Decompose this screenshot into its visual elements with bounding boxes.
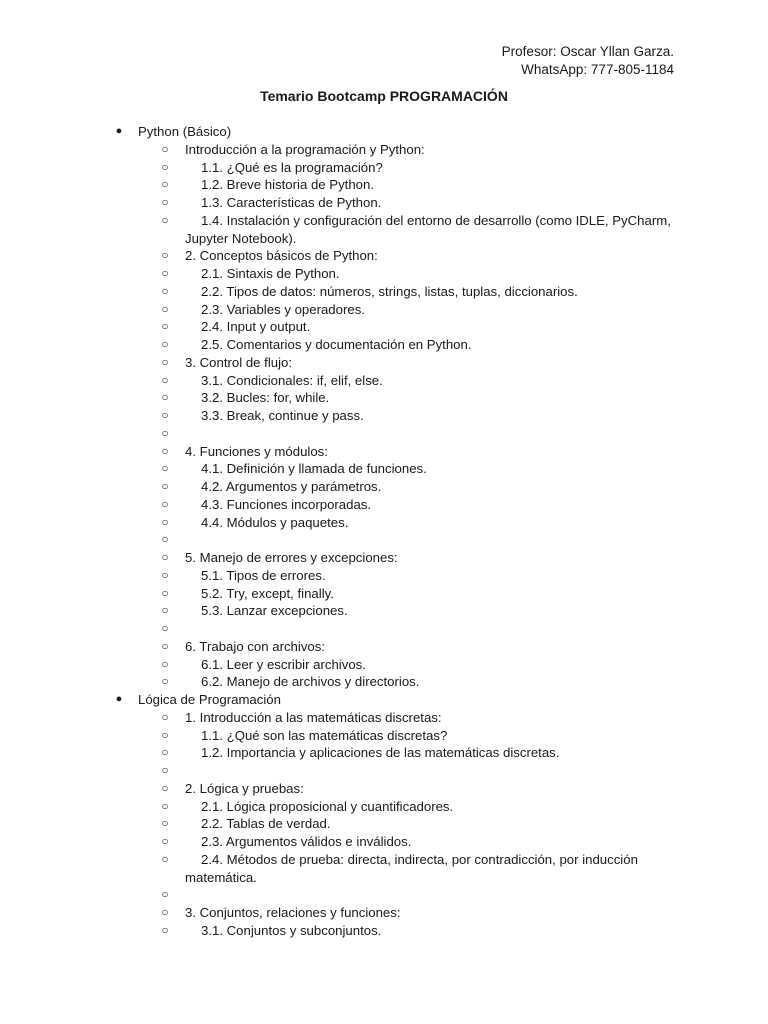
outline-item: [0, 727, 768, 745]
hollow-bullet-icon: ○: [161, 301, 169, 316]
outline-item-text: 2.3. Argumentos válidos e inválidos.: [201, 834, 412, 849]
outline-item: [0, 176, 768, 194]
outline-item: [0, 301, 768, 319]
outline-item: [0, 372, 768, 390]
hollow-bullet-icon: ○: [161, 550, 169, 564]
document-title: Temario Bootcamp PROGRAMACIÓN: [260, 88, 508, 104]
section-item: [0, 123, 768, 141]
outline-item: [0, 922, 768, 940]
outline-item-text: 4.2. Argumentos y parámetros.: [201, 479, 382, 494]
outline-item: [0, 425, 768, 443]
outline-item-text: 1.4. Instalación y configuración del entorno de desarrollo (como IDLE, PyCharm, Jupyter Notebook).: [185, 212, 671, 246]
hollow-bullet-icon: ○: [161, 266, 169, 280]
hollow-bullet-icon: ○: [161, 408, 169, 422]
outline-item-text: 5.2. Try, except, finally.: [201, 585, 334, 601]
hollow-bullet-icon: ○: [161, 354, 169, 369]
hollow-bullet-icon: ○: [161, 177, 169, 192]
outline-item: [0, 620, 768, 638]
outline-item-text: 3.1. Condicionales: if, elif, else.: [201, 372, 383, 388]
outline-item-text: 3. Conjuntos, relaciones y funciones:: [185, 905, 401, 920]
syllabus-outline: [0, 123, 768, 940]
outline-item: [0, 496, 768, 514]
outline-item-text: 3. Control de flujo:: [185, 354, 293, 370]
hollow-bullet-icon: ○: [161, 798, 169, 813]
outline-item-text: 1.1. ¿Qué son las matemáticas discretas?: [201, 727, 448, 743]
outline-item-text: [0, 531, 768, 549]
hollow-bullet-icon: ○: [161, 248, 169, 263]
outline-item: [0, 318, 768, 336]
outline-item: [0, 283, 768, 301]
hollow-bullet-icon: ○: [161, 763, 169, 777]
outline-item-text: 2.1. Sintaxis de Python.: [201, 266, 340, 281]
outline-item: [0, 709, 768, 727]
hollow-bullet-icon: ○: [161, 851, 169, 866]
outline-item-text: 4.3. Funciones incorporadas.: [201, 496, 372, 512]
hollow-bullet-icon: ○: [161, 195, 169, 209]
outline-item: [0, 567, 768, 585]
outline-item: [0, 443, 768, 461]
outline-item-text: 2.3. Variables y operadores.: [201, 301, 365, 317]
outline-item-text: 5.3. Lanzar excepciones.: [201, 603, 348, 619]
hollow-bullet-icon: ○: [161, 656, 169, 671]
outline-item-text: 4.1. Definición y llamada de funciones.: [201, 461, 427, 477]
outline-item: [0, 514, 768, 532]
outline-item-text: [0, 620, 768, 638]
outline-item: [0, 585, 768, 603]
outline-item: [0, 460, 768, 478]
outline-item: [0, 851, 768, 887]
hollow-bullet-icon: ○: [161, 159, 169, 174]
hollow-bullet-icon: ○: [161, 780, 169, 795]
hollow-bullet-icon: ○: [161, 425, 169, 440]
outline-item: [0, 762, 768, 780]
outline-item: [0, 638, 768, 656]
hollow-bullet-icon: ○: [161, 887, 169, 902]
outline-item-text: 5. Manejo de errores y excepciones:: [185, 550, 398, 565]
outline-item-text: 1.2. Importancia y aplicaciones de las matemáticas discretas.: [201, 745, 560, 761]
hollow-bullet-icon: ○: [161, 727, 169, 742]
outline-item-text: [0, 762, 768, 780]
filled-bullet-icon: ●: [115, 693, 123, 705]
section-item: [0, 691, 768, 709]
outline-item: [0, 354, 768, 372]
hollow-bullet-icon: ○: [161, 443, 169, 458]
outline-item-text: 3.1. Conjuntos y subconjuntos.: [201, 922, 382, 938]
hollow-bullet-icon: ○: [161, 461, 169, 476]
outline-item-text: 4. Funciones y módulos:: [185, 443, 328, 459]
outline-item-text: Python (Básico): [138, 124, 232, 139]
outline-item: [0, 815, 768, 833]
outline-item: [0, 478, 768, 496]
outline-item: [0, 780, 768, 798]
outline-item: [0, 833, 768, 851]
whatsapp-line: WhatsApp: 777-805-1184: [521, 62, 674, 77]
outline-item: [0, 336, 768, 354]
hollow-bullet-icon: ○: [161, 834, 169, 848]
hollow-bullet-icon: ○: [161, 621, 169, 635]
outline-item: [0, 407, 768, 425]
outline-item: [0, 549, 768, 567]
hollow-bullet-icon: ○: [161, 745, 169, 760]
outline-item-text: 1. Introducción a las matemáticas discretas:: [185, 709, 442, 725]
outline-item: [0, 159, 768, 177]
hollow-bullet-icon: ○: [161, 337, 169, 351]
hollow-bullet-icon: ○: [161, 816, 169, 831]
outline-item: [0, 744, 768, 762]
outline-item: [0, 886, 768, 904]
outline-item: [0, 531, 768, 549]
hollow-bullet-icon: ○: [161, 514, 169, 529]
hollow-bullet-icon: ○: [161, 390, 169, 405]
outline-item-text: 1.3. Características de Python.: [201, 195, 382, 210]
outline-item-text: 4.4. Módulos y paquetes.: [201, 514, 349, 530]
outline-item: [0, 904, 768, 922]
outline-item-text: 3.2. Bucles: for, while.: [201, 390, 330, 406]
hollow-bullet-icon: ○: [161, 141, 169, 156]
outline-item-text: 2.2. Tablas de verdad.: [201, 816, 331, 832]
outline-item: [0, 141, 768, 159]
outline-item-text: 2.4. Métodos de prueba: directa, indirecta, por contradicción, por inducción matemática.: [185, 851, 638, 885]
outline-item-text: 6. Trabajo con archivos:: [185, 638, 326, 654]
outline-item-text: Lógica de Programación: [138, 692, 281, 707]
hollow-bullet-icon: ○: [161, 212, 169, 227]
hollow-bullet-icon: ○: [161, 585, 169, 600]
hollow-bullet-icon: ○: [161, 567, 169, 582]
outline-item-text: 6.1. Leer y escribir archivos.: [201, 656, 366, 672]
outline-item: [0, 673, 768, 691]
outline-item-text: Introducción a la programación y Python:: [185, 141, 425, 157]
outline-item-text: 2. Lógica y pruebas:: [185, 780, 304, 796]
outline-item: [0, 798, 768, 816]
outline-item: [0, 656, 768, 674]
hollow-bullet-icon: ○: [161, 638, 169, 653]
outline-item-text: 2.4. Input y output.: [201, 319, 311, 335]
outline-item: [0, 194, 768, 212]
outline-item: [0, 602, 768, 620]
outline-item-text: 6.2. Manejo de archivos y directorios.: [201, 674, 420, 690]
outline-item-text: [0, 886, 768, 904]
hollow-bullet-icon: ○: [161, 283, 169, 298]
hollow-bullet-icon: ○: [161, 709, 169, 724]
hollow-bullet-icon: ○: [161, 532, 169, 547]
outline-item-text: 1.1. ¿Qué es la programación?: [201, 159, 383, 175]
outline-item-text: 2.5. Comentarios y documentación en Python.: [201, 337, 472, 352]
outline-item-text: 3.3. Break, continue y pass.: [201, 408, 364, 423]
outline-item: [0, 389, 768, 407]
outline-item-text: 1.2. Breve historia de Python.: [201, 177, 375, 193]
hollow-bullet-icon: ○: [161, 479, 169, 493]
outline-item-text: 2.1. Lógica proposicional y cuantificadores.: [201, 798, 454, 814]
hollow-bullet-icon: ○: [161, 603, 169, 618]
hollow-bullet-icon: ○: [161, 905, 169, 919]
hollow-bullet-icon: ○: [161, 496, 169, 511]
outline-item: [0, 265, 768, 283]
outline-item: [0, 212, 768, 248]
professor-line: Profesor: Oscar Yllan Garza.: [501, 44, 674, 59]
document-header: [502, 43, 674, 79]
outline-item-text: 2.2. Tipos de datos: números, strings, listas, tuplas, diccionarios.: [201, 283, 578, 299]
outline-item-text: 2. Conceptos básicos de Python:: [185, 248, 378, 264]
hollow-bullet-icon: ○: [161, 319, 169, 334]
outline-item: [0, 247, 768, 265]
hollow-bullet-icon: ○: [161, 674, 169, 689]
hollow-bullet-icon: ○: [161, 372, 169, 387]
outline-item-text: 5.1. Tipos de errores.: [201, 567, 326, 583]
hollow-bullet-icon: ○: [161, 922, 169, 937]
outline-item-text: [0, 425, 768, 443]
filled-bullet-icon: ●: [115, 125, 123, 137]
